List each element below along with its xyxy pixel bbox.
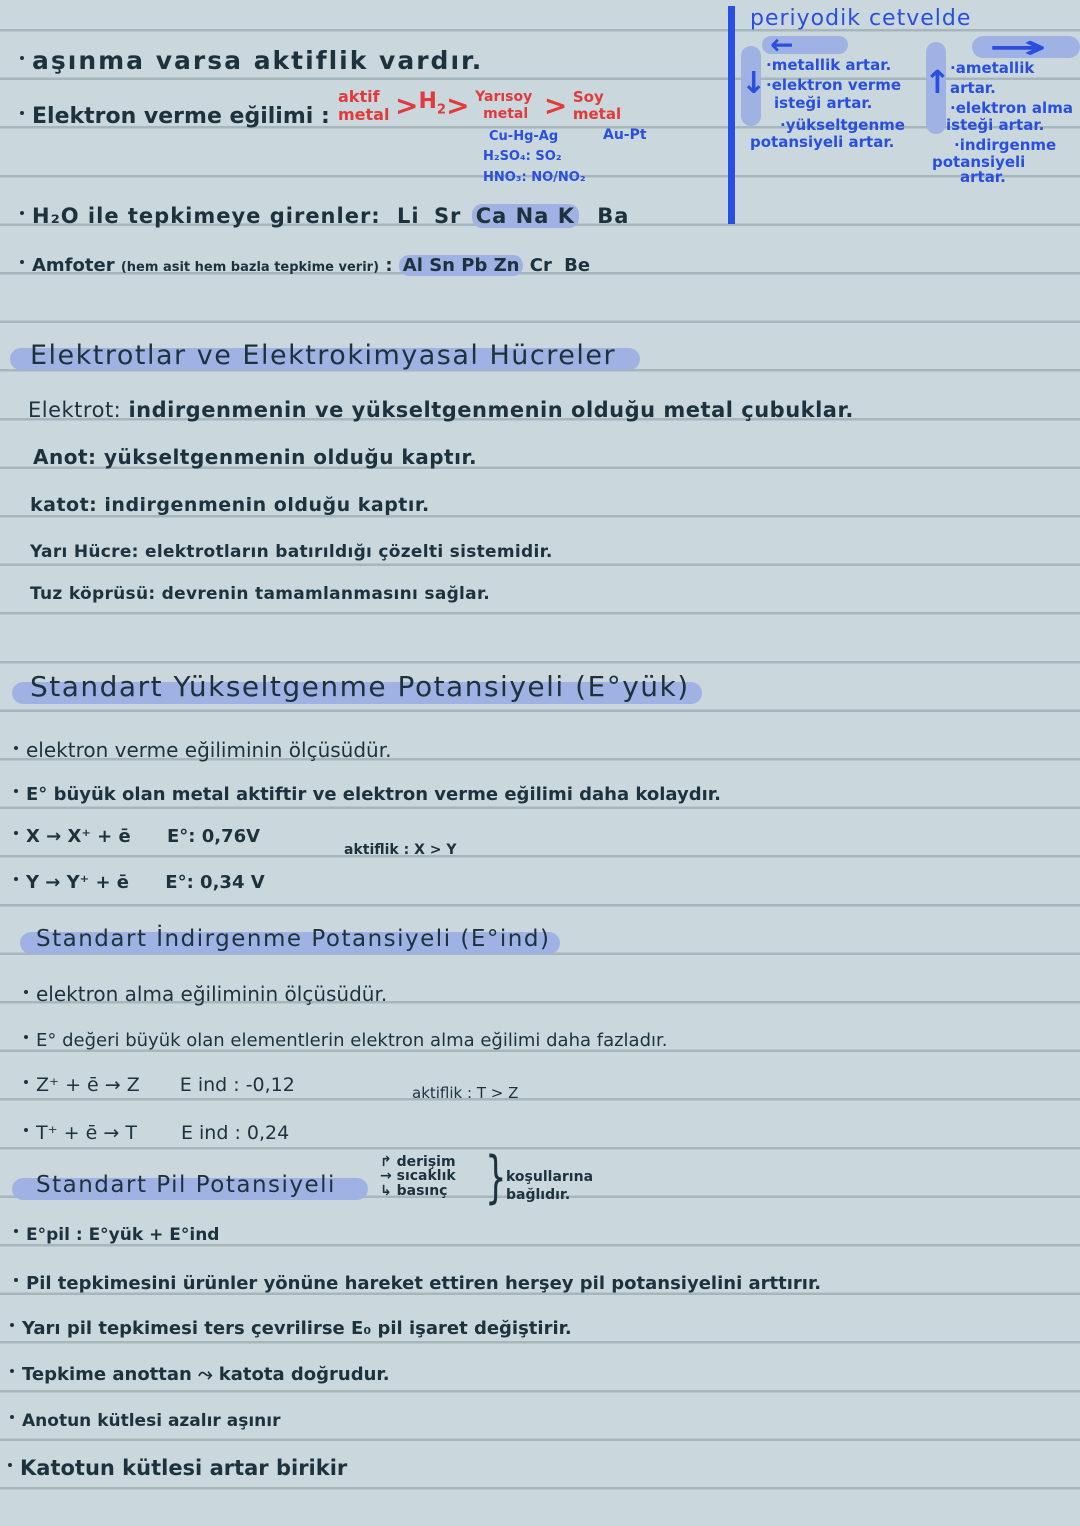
element-ca: Ca	[475, 204, 508, 228]
series-text: metal	[338, 105, 390, 124]
bullet-text: elektron alma eğiliminin ölçüsüdür.	[36, 982, 388, 1006]
section-title-electrodes: Elektrotlar ve Elektrokimyasal Hücreler	[30, 340, 617, 371]
series-text: metal	[483, 106, 529, 122]
curved-arrow-icon: ↳	[380, 1183, 392, 1199]
intro-text: aşınma varsa aktiflik vardır.	[32, 46, 484, 75]
equation-text: Y → Y⁺ + ē	[26, 872, 130, 893]
oxidation-bullet	[14, 738, 391, 762]
cell-bullet	[8, 1456, 347, 1480]
condition-item	[380, 1181, 456, 1201]
definition-term: Elektrot:	[28, 398, 122, 422]
definition-tuz-koprusu	[30, 584, 490, 604]
element-li: Li	[397, 204, 420, 228]
equation-z	[24, 1074, 295, 1096]
condition-text: sıcaklık	[396, 1168, 456, 1184]
bullet-text: Katotun kütlesi artar birikir	[20, 1456, 348, 1480]
arrow-up-icon: ↑	[924, 63, 951, 101]
series-h2	[418, 88, 447, 118]
curved-arrow-icon: ↱	[380, 1154, 392, 1170]
intro-line-electron-tendency	[20, 104, 330, 129]
bullet-dot	[14, 1278, 18, 1282]
oxidation-bullet	[14, 784, 721, 805]
element-cr: Cr	[529, 255, 552, 276]
bullet-text: Anotun kütlesi azalır aşınır	[22, 1411, 281, 1431]
bullet-dot	[14, 831, 18, 835]
property-item: isteği artar.	[774, 94, 873, 112]
bullet-dot	[24, 1128, 28, 1132]
property-item: ·yükseltgenme	[780, 116, 905, 134]
equation-value: E°: 0,34 V	[165, 872, 265, 893]
equation-value: E ind : -0,12	[179, 1074, 295, 1096]
reduction-bullet	[24, 982, 387, 1006]
cell-bullet	[10, 1318, 572, 1339]
section-title-oxidation-potential: Standart Yükseltgenme Potansiyeli (E°yük)	[30, 670, 690, 703]
property-item: artar.	[960, 168, 1006, 186]
water-reactants-label: H₂O ile tepkimeye girenler:	[32, 204, 381, 228]
definition-term: Anot:	[33, 445, 97, 469]
definition-text: indirgenmenin ve yükseltgenmenin olduğu metal çubuklar.	[128, 398, 854, 422]
conditions-note-text: bağlıdır.	[506, 1187, 571, 1203]
definition-anot	[33, 445, 477, 469]
property-item: isteği artar.	[946, 116, 1045, 134]
arrow-right-icon: →	[988, 28, 1047, 66]
series-text: metal	[572, 105, 622, 123]
bullet-dot	[10, 1369, 14, 1373]
element-zn: Zn	[493, 255, 520, 276]
cell-potential-formula	[14, 1225, 219, 1245]
condition-text: basınç	[396, 1183, 448, 1199]
bullet-text: Yarı pil tepkimesi ters çevrilirse E₀ pil işaret değiştirir.	[22, 1318, 572, 1339]
soy-examples: Au-Pt	[603, 127, 647, 143]
highlighted-elements	[399, 255, 524, 276]
property-item: artar.	[950, 79, 996, 97]
condition-text: derişim	[396, 1154, 456, 1170]
equation-value: E°: 0,76V	[166, 826, 261, 847]
acid-nitric-note: HNO₃: NO/NO₂	[483, 170, 586, 185]
property-item: ·ametallik	[950, 59, 1035, 77]
greater-than-icon: >	[446, 89, 470, 122]
equation-x	[14, 826, 260, 847]
definition-katot	[30, 494, 430, 516]
bullet-text: E° büyük olan metal aktiftir ve elektron verme eğilimi daha kolaydır.	[26, 784, 721, 805]
electron-tendency-label: Elektron verme eğilimi :	[32, 104, 330, 129]
greater-than-icon: >	[543, 89, 568, 122]
equation-value: E ind : 0,24	[180, 1122, 290, 1144]
bullet-dot	[20, 56, 24, 60]
series-soy-metal	[573, 89, 621, 123]
bullet-text: Pil tepkimesini ürünler yönüne hareket ettiren herşey pil potansiyelini arttırır.	[26, 1273, 822, 1294]
bullet-dot	[14, 877, 18, 881]
cell-bullet	[14, 1273, 821, 1294]
definition-text: elektrotların batırıldığı çözelti sistemidir.	[145, 542, 553, 562]
section-title-cell-potential: Standart Pil Potansiyeli	[36, 1172, 336, 1198]
amphoteric-note: (hem asit hem bazla tepkime verir)	[120, 260, 380, 275]
intro-line-asinma	[20, 46, 483, 75]
equation-t	[24, 1122, 289, 1144]
equation-y	[14, 872, 265, 893]
element-ba: Ba	[597, 204, 630, 228]
definition-text: devrenin tamamlanmasını sağlar.	[161, 584, 490, 604]
bullet-dot	[24, 1080, 28, 1084]
bullet-text: Tepkime anottan ⤳ katota doğrudur.	[22, 1364, 390, 1385]
bullet-dot	[14, 746, 18, 750]
activity-series	[338, 88, 621, 124]
bullet-dot	[20, 260, 24, 264]
amphoteric-line	[20, 255, 590, 276]
definition-term: Yarı Hücre:	[30, 542, 139, 562]
series-text: 2	[436, 102, 447, 118]
bullet-dot	[20, 211, 24, 215]
series-text: Soy	[572, 88, 604, 106]
property-item: ·elektron alma	[950, 99, 1073, 117]
definition-term: Tuz köprüsü:	[30, 584, 156, 604]
property-item: ·indirgenme	[954, 136, 1057, 154]
highlighted-elements	[472, 204, 579, 228]
left-properties	[750, 54, 905, 153]
element-sr: Sr	[433, 204, 462, 228]
reduction-bullet	[24, 1030, 667, 1051]
definition-elektrot	[28, 398, 854, 422]
colon: :	[385, 255, 393, 276]
definition-text: indirgenmenin olduğu kaptır.	[104, 494, 430, 516]
bullet-dot	[24, 1035, 28, 1039]
definition-yari-hucre	[30, 542, 553, 562]
series-yarisoy-metal	[475, 89, 532, 123]
greater-than-icon: >	[395, 89, 419, 122]
bullet-dot	[10, 1323, 14, 1327]
property-item: ·elektron verme	[766, 76, 902, 94]
equation-text: X → X⁺ + ē	[26, 826, 131, 847]
element-k: K	[557, 204, 575, 228]
amphoteric-label: Amfoter	[32, 255, 115, 276]
equation-text: T⁺ + ē → T	[36, 1122, 137, 1144]
bullet-dot	[8, 1463, 12, 1467]
series-text: aktif	[338, 87, 380, 106]
bullet-text: E° değeri büyük olan elementlerin elektron alma eğilimi daha fazladır.	[36, 1030, 668, 1051]
activity-note: aktiflik : T > Z	[412, 1084, 519, 1102]
series-text: H	[418, 88, 437, 114]
property-item: potansiyeli artar.	[750, 133, 895, 151]
element-al: Al	[402, 255, 423, 276]
formula-text: E°pil : E°yük + E°ind	[26, 1225, 220, 1245]
bullet-dot	[10, 1415, 14, 1419]
bullet-dot	[24, 990, 28, 994]
definition-term: katot:	[30, 494, 98, 516]
periodic-box-divider	[728, 6, 735, 224]
bullet-dot	[20, 111, 24, 115]
element-sn: Sn	[429, 255, 455, 276]
element-pb: Pb	[461, 255, 488, 276]
series-aktif-metal	[338, 88, 389, 124]
equation-text: Z⁺ + ē → Z	[36, 1074, 140, 1096]
section-title-reduction-potential: Standart İndirgenme Potansiyeli (E°ind)	[36, 926, 551, 952]
element-be: Be	[564, 255, 591, 276]
bullet-text: elektron verme eğiliminin ölçüsüdür.	[26, 738, 392, 762]
activity-note: aktiflik : X > Y	[344, 842, 457, 858]
cell-bullet	[10, 1364, 390, 1385]
arrow-left-icon: ←	[770, 28, 794, 61]
conditions-note	[506, 1168, 593, 1204]
definition-text: yükseltgenmenin olduğu kaptır.	[103, 445, 478, 469]
element-na: Na	[515, 204, 550, 228]
periodic-box-title: periyodik cetvelde	[750, 6, 972, 31]
right-properties	[932, 58, 1073, 187]
conditions-note-text: koşullarına	[506, 1169, 594, 1185]
arrow-down-icon: ↓	[741, 66, 767, 101]
arrow-right-icon: →	[380, 1168, 392, 1184]
conditions-list	[380, 1152, 456, 1201]
curly-brace-icon: }	[485, 1145, 507, 1210]
bullet-dot	[14, 1229, 18, 1233]
property-item: potansiyeli	[932, 153, 1026, 171]
acid-sulfuric-note: H₂SO₄: SO₂	[483, 149, 562, 164]
property-item: ·metallik artar.	[766, 56, 892, 74]
cell-bullet	[10, 1411, 280, 1431]
yarisoy-examples: Cu-Hg-Ag	[489, 129, 559, 144]
bullet-dot	[14, 789, 18, 793]
series-text: Yarısoy	[475, 89, 533, 105]
water-reactants-line	[20, 204, 629, 228]
